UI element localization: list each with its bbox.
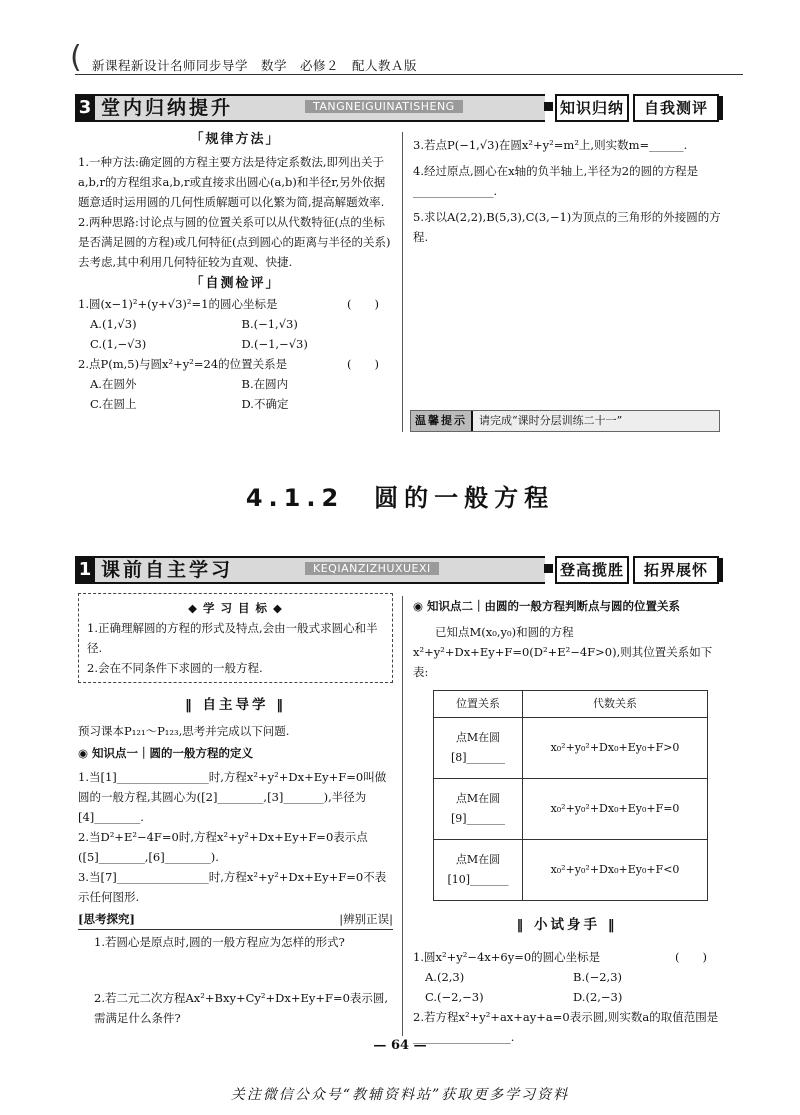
tag-knowledge-summary: 知识归纳 [555,94,629,122]
practice-q1 [413,947,721,967]
goal-item-2: 2.会在不同条件下求圆的一般方程. [87,661,263,675]
selftest-q2 [78,354,393,374]
table-header-row [434,691,708,718]
binding-mark: ( [70,40,82,75]
position-relation-table [433,690,708,901]
page-number: — 64 — [373,1038,427,1053]
header-rule [75,74,743,75]
practice-q2: 2.若方程x²+y²+ax+ay+a=0表示圆,则实数a的取值范围是_________________. [413,1010,719,1044]
methods-title: 「规律方法」 [190,132,281,147]
practice-q1-text: 1.圆x²+y²−4x+6y=0的圆心坐标是 [413,950,601,964]
section1-pinyin: KEQIANZIZHUXUEXI [305,562,439,575]
option: B.在圆内 [241,377,289,391]
selftest-q2-paren: ( ) [347,357,379,371]
think-header [78,909,393,930]
position-label: 点M在圆 [455,853,501,866]
think-title: [思考探究] [78,912,135,926]
method-item-2: 2.两种思路:讨论点与圆的位置关系可以从代数特征(点的坐标是否满足圆的方程)或几何特征(点到圆心的距离与半径的关系)去考虑,其中利用几何特征较为直观、快捷. [78,215,391,269]
goal-item-1: 1.正确理解圆的方程的形式及特点,会由一般式求圆心和半径. [87,621,378,655]
chapter-title: 4.1.2 圆的一般方程 [245,484,555,512]
answer-blank[interactable]: [8]_______ [450,751,506,764]
selftest-q2-options-ab [78,374,393,394]
option: A.(2,3) [425,970,465,984]
tag-expand: 拓界展怀 [633,556,719,584]
table-cell-algebra: x₀²+y₀²+Dx₀+Ey₀+F>0 [523,718,708,779]
table-header-cell: 代数关系 [523,691,708,718]
goals-title: ◆ 学 习 目 标 ◆ [188,601,283,615]
option: D.不确定 [241,397,289,411]
option: B.(−2,3) [573,970,623,984]
option: D.(2,−3) [573,990,623,1004]
section3-number: 3 [75,96,95,120]
practice-q1-options-cd [413,987,721,1007]
table-cell-algebra: x₀²+y₀²+Dx₀+Ey₀+F<0 [523,840,708,901]
table-row [434,718,708,779]
tag-climb: 登高揽胜 [555,556,629,584]
section1-number: 1 [75,558,95,582]
selftest-q3: 3.若点P(−1,√3)在圆x²+y²=m²上,则实数m=______. [413,138,688,152]
option: C.(1,−√3) [90,337,147,351]
tag-self-test: 自我测评 [633,94,719,122]
option: C.在圆上 [90,397,137,411]
methods-block [78,130,393,414]
guide-intro: 预习课本P₁₂₁～P₁₂₃,思考并完成以下问题. [78,724,290,738]
table-header-cell: 位置关系 [434,691,523,718]
selftest-q1 [78,294,393,314]
section3-band [75,94,545,122]
selftest-title: 「自测检评」 [190,276,281,291]
section3-pinyin: TANGNEIGUINATISHENG [305,100,463,113]
kp2-block [413,596,721,1047]
method-item-1: 1.一种方法:确定圆的方程主要方法是待定系数法,即列出关于a,b,r的方程组求a,b,r或直接求出圆心(a,b)和半径r,另外依据题意适时运用圆的几何性质解题可以化繁为简,提高解题效率. [78,155,386,209]
table-cell-position [434,779,523,840]
hint-label: 温馨提示 [411,411,473,431]
selftest-q2-text: 2.点P(m,5)与圆x²+y²=24的位置关系是 [78,357,288,371]
knowledge-point-2: ◉ 知识点二｜由圆的一般方程判断点与圆的位置关系 [413,599,681,613]
kp2-text: 已知点M(x₀,y₀)和圆的方程x²+y²+Dx+Ey+F=0(D²+E²−4F>0),则其位置关系如下表: [413,625,713,679]
table-row [434,779,708,840]
option: A.(1,√3) [90,317,137,331]
guide-line-3: 3.当[7]________________时,方程x²+y²+Dx+Ey+F=0不表示任何图形. [78,870,387,904]
answer-blank[interactable]: [9]_______ [450,812,506,825]
practice-q1-options-ab [413,967,721,987]
guide-block [78,593,393,1028]
table-cell-algebra: x₀²+y₀²+Dx₀+Ey₀+F=0 [523,779,708,840]
footer-note: 关注微信公众号“教辅资料站”获取更多学习资料 [230,1087,570,1103]
option: C.(−2,−3) [425,990,484,1004]
table-row [434,840,708,901]
position-label: 点M在圆 [455,731,501,744]
answer-blank[interactable]: [10]_______ [447,873,509,886]
table-cell-position [434,840,523,901]
band-square-icon [544,102,553,111]
hint-box [410,410,720,432]
think-tag: |辨别正误| [339,912,393,926]
selftest-q1-paren: ( ) [347,297,379,311]
option: A.在圆外 [90,377,137,391]
hint-text: 请完成“课时分层训练二十一” [479,414,623,427]
table-cell-position [434,718,523,779]
guide-line-2: 2.当D²+E²−4F=0时,方程x²+y²+Dx+Ey+F=0表示点([5]________,[6]________). [78,830,368,864]
option: D.(−1,−√3) [241,337,308,351]
knowledge-point-1: ◉ 知识点一｜圆的一般方程的定义 [78,746,254,760]
selftest-right-block [413,135,721,247]
option: B.(−1,√3) [241,317,298,331]
running-header: 新课程新设计名师同步导学 数学 必修２ 配人教Ａ版 [92,58,418,73]
section1-title: 课前自主学习 [101,559,234,581]
guide-line-1: 1.当[1]________________时,方程x²+y²+Dx+Ey+F=0叫做圆的一般方程,其圆心为([2]________,[3]_______),半径为[4]________. [78,770,387,824]
guide-title: ‖ 自主导学 ‖ [185,697,286,713]
column-divider [402,596,403,1036]
column-divider [402,132,403,432]
goals-box [78,593,393,683]
section1-band [75,556,545,584]
practice-title: ‖ 小试身手 ‖ [516,917,618,933]
think-question-1: 1.若圆心是原点时,圆的一般方程应为怎样的形式? [94,935,345,949]
selftest-q4: 4.经过原点,圆心在x轴的负半轴上,半径为2的圆的方程是______________. [413,164,699,198]
position-label: 点M在圆 [455,792,501,805]
think-question-2: 2.若二元二次方程Ax²+Bxy+Cy²+Dx+Ey+F=0表示圆,需满足什么条件? [94,991,389,1025]
selftest-q1-options-ab [78,314,393,334]
band-square-icon [544,564,553,573]
selftest-q1-text: 1.圆(x−1)²+(y+√3)²=1的圆心坐标是 [78,297,278,311]
practice-q1-paren: ( ) [675,950,707,964]
selftest-q5: 5.求以A(2,2),B(5,3),C(3,−1)为顶点的三角形的外接圆的方程. [413,210,721,244]
selftest-q1-options-cd [78,334,393,354]
selftest-q2-options-cd [78,394,393,414]
section3-title: 堂内归纳提升 [101,97,234,119]
